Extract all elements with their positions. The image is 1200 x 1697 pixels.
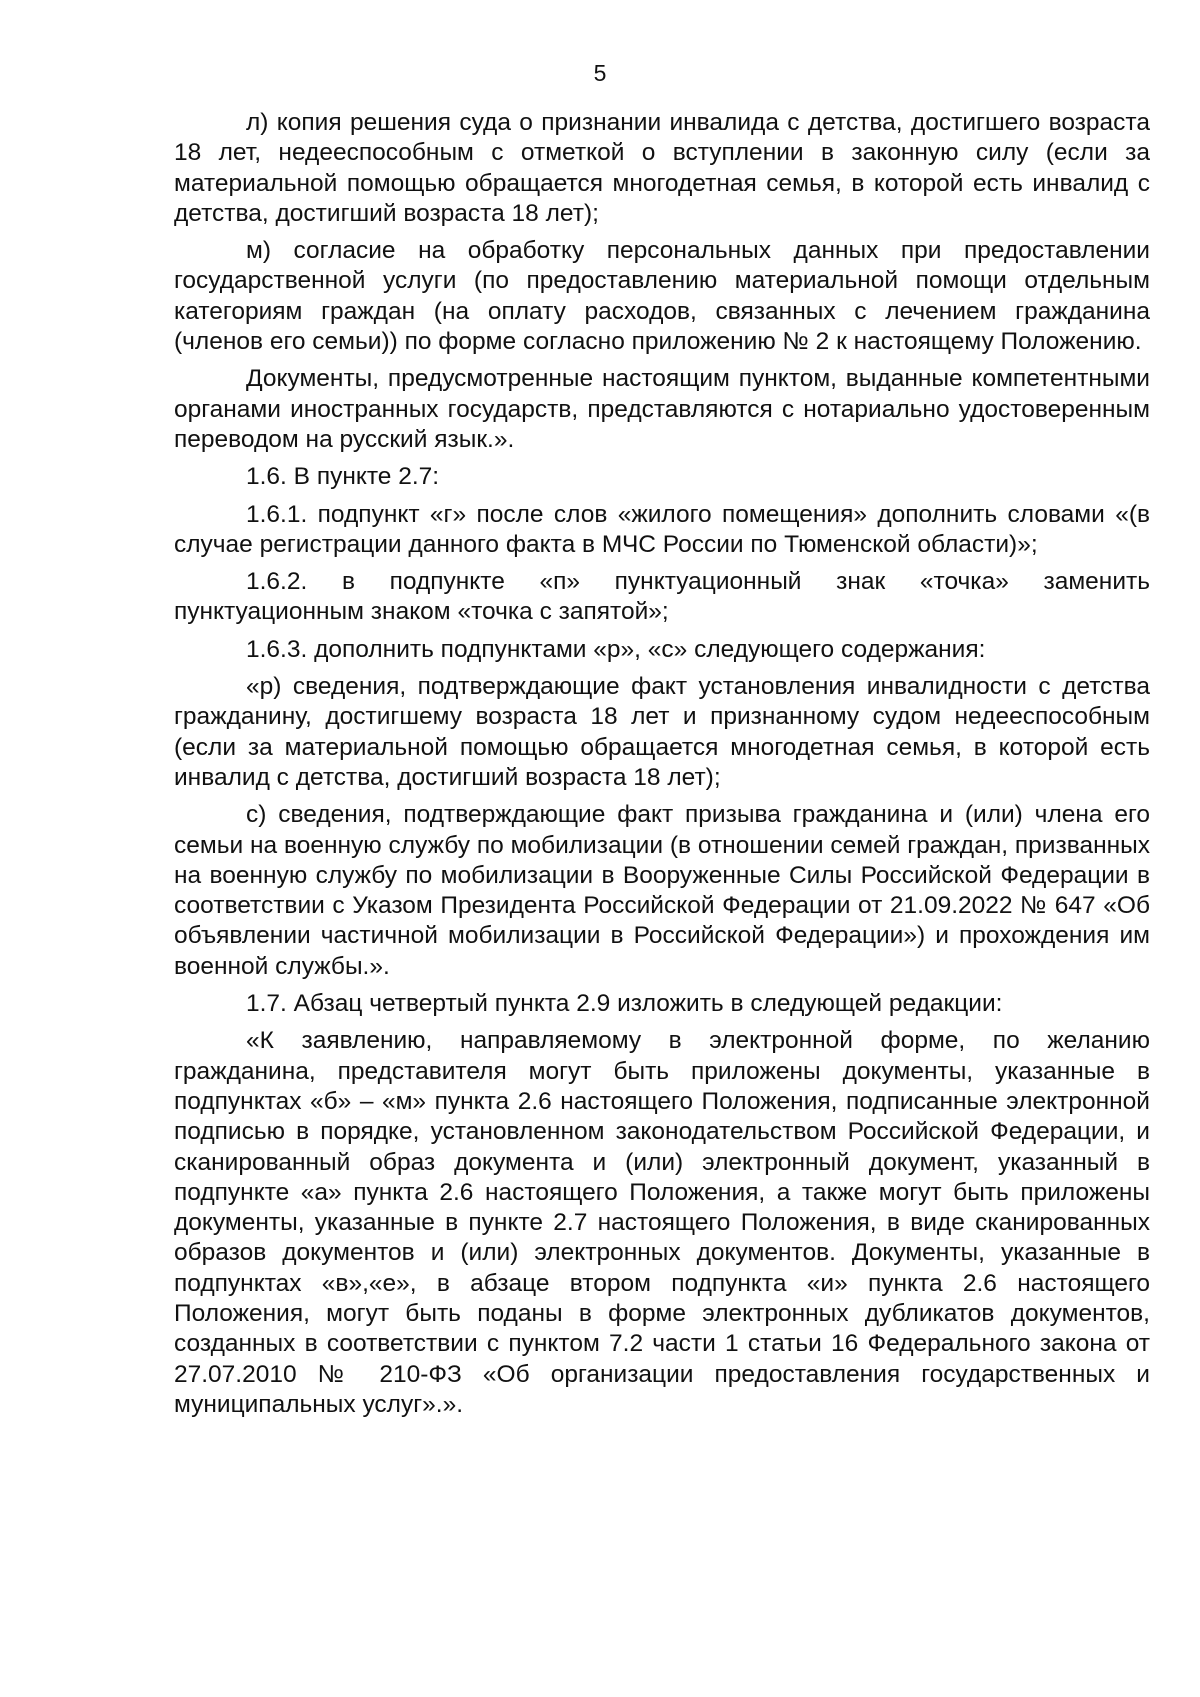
paragraph-subitem-r: «р) сведения, подтверждающие факт установления инвалидности с детства гражданину, достигшему возраста 18 лет и признанному судом недееспособным (если за материальной помощью обращается многодетная семья, в которой есть инвалид с детства, достигший возраста 18 лет); — [174, 673, 1150, 791]
page-number: 5 — [593, 60, 607, 86]
paragraph-1-6-1: 1.6.1. подпункт «г» после слов «жилого помещения» дополнить словами «(в случае регистрации данного факта в МЧС России по Тюменской области)»; — [174, 500, 1150, 558]
paragraph-subitem-s: с) сведения, подтверждающие факт призыва гражданина и (или) члена его семьи на военную службу по мобилизации (в отношении семей граждан, призванных на военную службу по мобилизации в Вооруженные Силы Российской Федерации в соответствии с Указом Президента Российской Федерации от 21.09.2022 № 647 «Об объявлении частичной мобилизации в Российской Федерации») и прохождения им военной службы.». — [174, 801, 1150, 980]
paragraph-l-court-decision-copy: л) копия решения суда о признании инвалида с детства, достигшего возраста 18 лет, недееспособным с отметкой о вступлении в законную силу (если за материальной помощью обращается многодетная семья, в которой есть инвалид с детства, достигший возраста 18 лет); — [174, 109, 1150, 227]
paragraph-1-6-heading: 1.6. В пункте 2.7: — [246, 463, 440, 491]
paragraph-electronic-application: «К заявлению, направляемому в электронной форме, по желанию гражданина, представителя могут быть приложены документы, указанные в подпунктах «б» – «м» пункта 2.6 настоящего Положения, подписанные электронной подписью в порядке, установленном законодательством Российской Федерации, и сканированный образ документа и (или) электронный документ, указанный в подпункте «а» пункта 2.6 настоящего Положения, а также могут быть приложены документы, указанные в пункте 2.7 настоящего Положения, в виде сканированных образов документов и (или) электронных документов. Документы, указанные в подпунктах «в»,«е», в абзаце втором подпункта «и» пункта 2.6 настоящего Положения, могут быть поданы в форме электронных дубликатов документов, созданных в соответствии с пунктом 7.2 части 1 статьи 16 Федерального закона от 27.07.2010 № 210-ФЗ «Об организации предоставления государственных и муниципальных услуг».». — [174, 1027, 1150, 1418]
paragraph-foreign-documents: Документы, предусмотренные настоящим пунктом, выданные компетентными органами иностранных государств, представляются с нотариально удостоверенным переводом на русский язык.». — [174, 365, 1150, 453]
paragraph-1-6-2: 1.6.2. в подпункте «п» пунктуационный знак «точка» заменить пунктуационным знаком «точка с запятой»; — [174, 568, 1150, 626]
paragraph-1-7-heading: 1.7. Абзац четвертый пункта 2.9 изложить в следующей редакции: — [246, 990, 1003, 1018]
paragraph-1-6-3: 1.6.3. дополнить подпунктами «р», «с» следующего содержания: — [246, 635, 986, 663]
paragraph-m-personal-data-consent: м) согласие на обработку персональных данных при предоставлении государственной услуги (по предоставлению материальной помощи отдельным категориям граждан (на оплату расходов, связанных с лечением гражданина (членов его семьи)) по форме согласно приложению № 2 к настоящему Положению. — [174, 237, 1150, 356]
document-body — [174, 108, 1150, 1427]
